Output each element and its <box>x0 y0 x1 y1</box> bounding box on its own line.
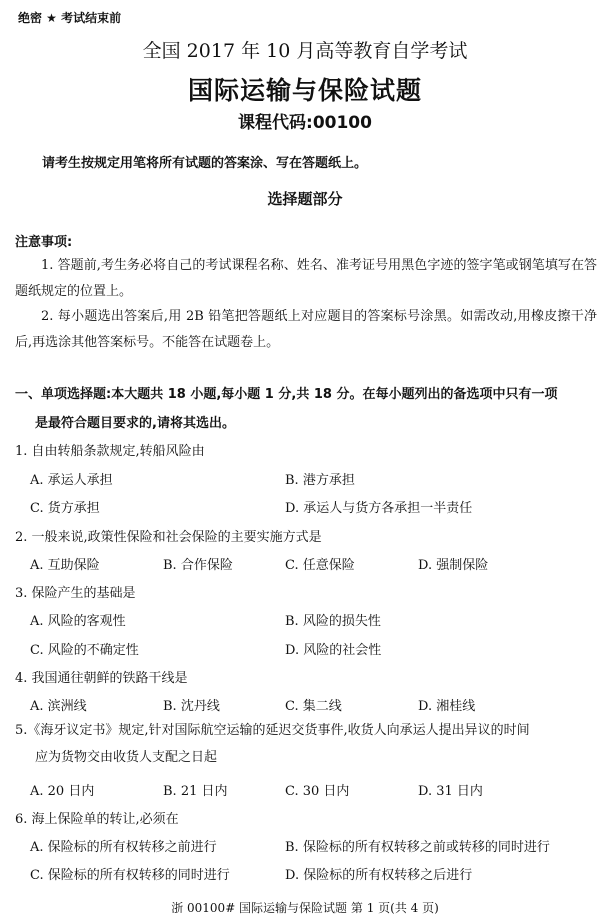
question-4-option-d: D. 湘桂线 <box>418 699 476 714</box>
note-item-1: 1. 答题前,考生务必将自己的考试课程名称、姓名、准考证号用黑色字迹的签字笔或钢笔填写在答题纸规定的位置上。 <box>15 258 597 299</box>
question-5-option-c: C. 30 日内 <box>285 784 350 799</box>
notes-heading: 注意事项: <box>15 235 73 250</box>
part-heading-line1: 一、单项选择题:本大题共 18 小题,每小题 1 分,共 18 分。在每小题列出的备选项中只有一项 <box>15 387 558 402</box>
page-footer: 浙 00100# 国际运输与保险试题 第 1 页(共 4 页) <box>171 901 439 915</box>
section-title: 选择题部分 <box>267 190 343 208</box>
question-5-stem-line1: 5.《海牙议定书》规定,针对国际航空运输的延迟交货事件,收货人向承运人提出异议的时间 <box>15 723 530 738</box>
question-1-stem: 1. 自由转船条款规定,转船风险由 <box>15 444 205 459</box>
question-3-option-d: D. 风险的社会性 <box>285 643 382 658</box>
question-2-stem: 2. 一般来说,政策性保险和社会保险的主要实施方式是 <box>15 530 322 545</box>
question-6-option-c: C. 保险标的所有权转移的同时进行 <box>30 868 230 883</box>
question-6-stem: 6. 海上保险单的转让,必须在 <box>15 812 179 827</box>
part-heading <box>15 380 600 438</box>
exam-subtitle: 全国 2017 年 10 月高等教育自学考试 <box>142 40 468 62</box>
question-3-option-c: C. 风险的不确定性 <box>30 643 139 658</box>
question-5-stem-line2: 应为货物交由收货人支配之日起 <box>35 750 218 765</box>
question-2-option-b: B. 合作保险 <box>163 558 233 573</box>
question-4-stem: 4. 我国通往朝鲜的铁路干线是 <box>15 671 188 686</box>
course-code: 课程代码:00100 <box>238 113 372 133</box>
question-3-option-a: A. 风险的客观性 <box>30 614 126 629</box>
question-6-option-b: B. 保险标的所有权转移之前或转移的同时进行 <box>285 840 550 855</box>
question-5-stem <box>15 717 603 771</box>
question-1-option-b: B. 港方承担 <box>285 473 355 488</box>
note-item-2: 2. 每小题选出答案后,用 2B 铅笔把答题纸上对应题目的答案标号涂黑。如需改动,用橡皮擦干净后,再选涂其他答案标号。不能答在试题卷上。 <box>15 309 597 350</box>
question-6-option-a: A. 保险标的所有权转移之前进行 <box>30 840 217 855</box>
question-2-option-d: D. 强制保险 <box>418 558 489 573</box>
question-4-option-c: C. 集二线 <box>285 699 342 714</box>
question-1-option-d: D. 承运人与货方各承担一半责任 <box>285 501 473 516</box>
exam-title: 国际运输与保险试题 <box>187 76 422 105</box>
question-4-option-a: A. 滨洲线 <box>30 699 87 714</box>
question-1-option-c: C. 货方承担 <box>30 501 100 516</box>
question-4-option-b: B. 沈丹线 <box>163 699 220 714</box>
question-5-option-d: D. 31 日内 <box>418 784 483 799</box>
question-6-option-d: D. 保险标的所有权转移之后进行 <box>285 868 473 883</box>
question-5-option-b: B. 21 日内 <box>163 784 228 799</box>
confidential-label: 绝密 ★ 考试结束前 <box>18 11 122 25</box>
question-3-option-b: B. 风险的损失性 <box>285 614 381 629</box>
part-heading-line2: 是最符合题目要求的,请将其选出。 <box>35 416 235 431</box>
question-1-option-a: A. 承运人承担 <box>30 473 113 488</box>
question-3-stem: 3. 保险产生的基础是 <box>15 586 136 601</box>
question-5-option-a: A. 20 日内 <box>30 784 95 799</box>
question-2-option-a: A. 互助保险 <box>30 558 100 573</box>
question-2-option-c: C. 任意保险 <box>285 558 355 573</box>
answer-notice: 请考生按规定用笔将所有试题的答案涂、写在答题纸上。 <box>42 156 368 171</box>
